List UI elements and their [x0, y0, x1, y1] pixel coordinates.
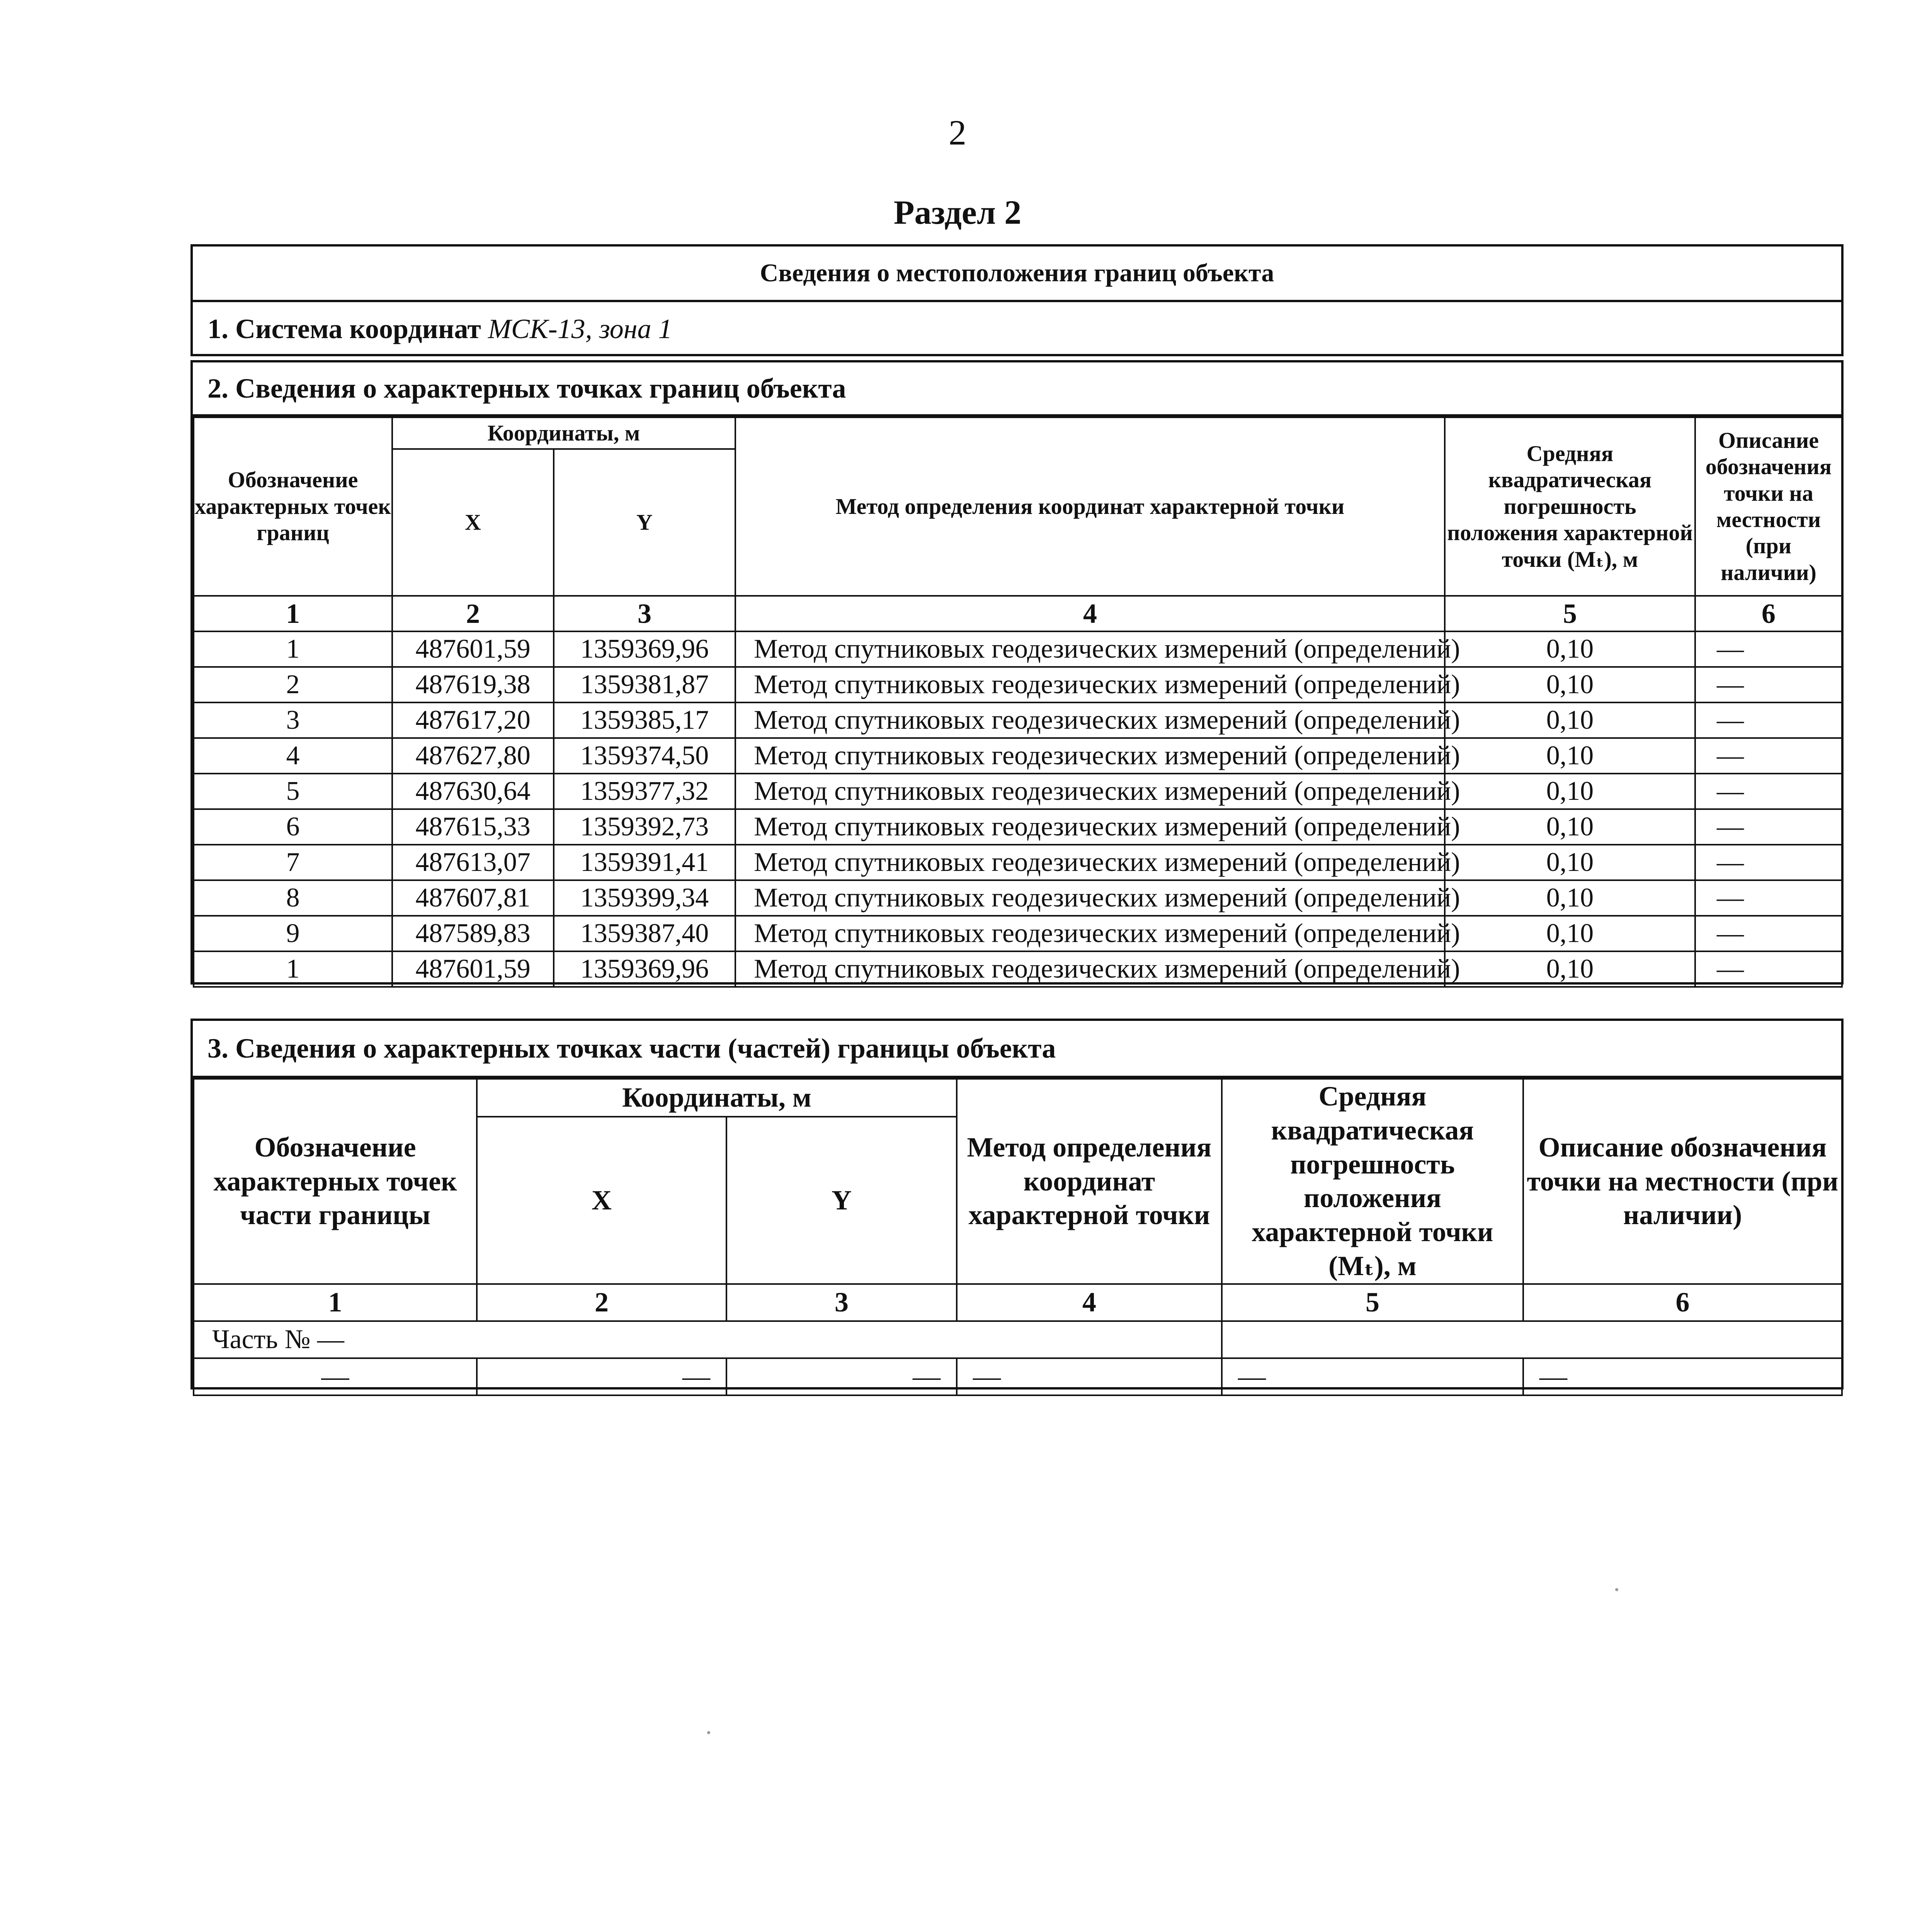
cell-description: —: [1695, 916, 1842, 951]
cell-point-number: 3: [194, 702, 392, 738]
cell-error: 0,10: [1445, 738, 1695, 774]
column-number: 2: [392, 596, 554, 631]
cell-method: Метод спутниковых геодезических измерений (определений): [735, 880, 1445, 916]
cell-point-number: 6: [194, 809, 392, 845]
cell-point-number: 2: [194, 667, 392, 702]
cell-point-number: 4: [194, 738, 392, 774]
cell-method: Метод спутниковых геодезических измерений (определений): [735, 809, 1445, 845]
cell-point-number: 9: [194, 916, 392, 951]
header-x: X: [392, 449, 554, 596]
table-row: [194, 845, 1842, 880]
cell-y: 1359391,41: [554, 845, 735, 880]
column-number: 4: [957, 1284, 1222, 1321]
cell-error: 0,10: [1445, 916, 1695, 951]
header-designation: Обозначение характерных точек границ: [194, 417, 392, 596]
part-points-table: [193, 1078, 1843, 1396]
cell-y: 1359377,32: [554, 774, 735, 809]
cell-x: 487607,81: [392, 880, 554, 916]
table-row: [194, 667, 1842, 702]
cell-x: 487627,80: [392, 738, 554, 774]
cell-point-number: 1: [194, 951, 392, 987]
column-number: 3: [554, 596, 735, 631]
cell-description: —: [1695, 631, 1842, 667]
cell-error: 0,10: [1445, 809, 1695, 845]
coordinate-system-line: [193, 302, 1841, 355]
table-row: [194, 738, 1842, 774]
column-number: 1: [194, 1284, 477, 1321]
header-coordinates: Координаты, м: [477, 1079, 957, 1117]
cell-description: —: [1523, 1358, 1842, 1395]
table-row: [194, 631, 1842, 667]
cell-description: —: [1695, 774, 1842, 809]
coordinate-system-label: 1. Система координат: [207, 313, 481, 344]
column-number: 5: [1445, 596, 1695, 631]
cell-y: 1359381,87: [554, 667, 735, 702]
table-row: [194, 1358, 1842, 1395]
cell-method: Метод спутниковых геодезических измерений (определений): [735, 845, 1445, 880]
cell-y: 1359392,73: [554, 809, 735, 845]
cell-x: 487617,20: [392, 702, 554, 738]
cell-y: 1359399,34: [554, 880, 735, 916]
cell-method: Метод спутниковых геодезических измерений (определений): [735, 667, 1445, 702]
column-number: 6: [1695, 596, 1842, 631]
boundary-info-header: Сведения о местоположения границ объекта: [193, 247, 1841, 302]
cell-description: —: [1695, 880, 1842, 916]
cell-y: 1359387,40: [554, 916, 735, 951]
header-y: Y: [726, 1117, 957, 1284]
part-number-label: Часть № —: [194, 1321, 1222, 1358]
part-points-title: 3. Сведения о характерных точках части (частей) границы объекта: [193, 1021, 1841, 1078]
header-x: X: [477, 1117, 726, 1284]
coordinate-system-value: МСК-13, зона 1: [488, 313, 672, 344]
table-row: [194, 702, 1842, 738]
section-title: Раздел 2: [893, 194, 1022, 231]
header-description: Описание обозначения точки на местности (при наличии): [1695, 417, 1842, 596]
table-row: [194, 880, 1842, 916]
cell-point-number: 8: [194, 880, 392, 916]
column-number: 1: [194, 596, 392, 631]
cell-point-number: 1: [194, 631, 392, 667]
boundary-points-table: [193, 417, 1843, 988]
cell-x: 487615,33: [392, 809, 554, 845]
column-number: 2: [477, 1284, 726, 1321]
page-number: 2: [949, 113, 966, 152]
cell-method: —: [957, 1358, 1222, 1395]
header-designation: Обозначение характерных точек части границы: [194, 1079, 477, 1284]
column-number: 3: [726, 1284, 957, 1321]
table-row: [194, 809, 1842, 845]
scan-speck: [1615, 1588, 1618, 1591]
cell-error: 0,10: [1445, 880, 1695, 916]
cell-designation: —: [194, 1358, 477, 1395]
cell-y: —: [726, 1358, 957, 1395]
cell-x: 487630,64: [392, 774, 554, 809]
header-coordinates: Координаты, м: [392, 417, 735, 449]
cell-y: 1359385,17: [554, 702, 735, 738]
cell-x: 487613,07: [392, 845, 554, 880]
cell-description: —: [1695, 845, 1842, 880]
table-row: [194, 951, 1842, 987]
cell-y: 1359374,50: [554, 738, 735, 774]
header-y: Y: [554, 449, 735, 596]
cell-x: —: [477, 1358, 726, 1395]
table-row: [194, 774, 1842, 809]
header-description: Описание обозначения точки на местности (при наличии): [1523, 1079, 1842, 1284]
cell-method: Метод спутниковых геодезических измерений (определений): [735, 738, 1445, 774]
cell-description: —: [1695, 738, 1842, 774]
column-number: 5: [1222, 1284, 1523, 1321]
boundary-points-title: 2. Сведения о характерных точках границ объекта: [193, 362, 1841, 417]
table-row: [194, 916, 1842, 951]
boundary-points-block: [190, 360, 1844, 985]
cell-point-number: 7: [194, 845, 392, 880]
cell-error: 0,10: [1445, 702, 1695, 738]
cell-description: —: [1695, 702, 1842, 738]
scan-speck: [707, 1731, 710, 1734]
cell-error: 0,10: [1445, 631, 1695, 667]
cell-method: Метод спутниковых геодезических измерений (определений): [735, 631, 1445, 667]
cell-error: —: [1222, 1358, 1523, 1395]
header-error: Средняя квадратическая погрешность положения характерной точки (Mₜ), м: [1222, 1079, 1523, 1284]
boundary-info-block: [190, 244, 1844, 356]
cell-error: 0,10: [1445, 667, 1695, 702]
column-number: 6: [1523, 1284, 1842, 1321]
cell-error: 0,10: [1445, 951, 1695, 987]
cell-x: 487619,38: [392, 667, 554, 702]
cell-x: 487601,59: [392, 951, 554, 987]
cell-description: —: [1695, 809, 1842, 845]
cell-method: Метод спутниковых геодезических измерений (определений): [735, 916, 1445, 951]
cell-x: 487601,59: [392, 631, 554, 667]
cell-y: 1359369,96: [554, 951, 735, 987]
cell-y: 1359369,96: [554, 631, 735, 667]
cell-method: Метод спутниковых геодезических измерений (определений): [735, 702, 1445, 738]
cell-method: Метод спутниковых геодезических измерений (определений): [735, 951, 1445, 987]
header-method: Метод определения координат характерной точки: [957, 1079, 1222, 1284]
cell-method: Метод спутниковых геодезических измерений (определений): [735, 774, 1445, 809]
cell-description: —: [1695, 667, 1842, 702]
cell-error: 0,10: [1445, 845, 1695, 880]
cell-point-number: 5: [194, 774, 392, 809]
part-points-block: [190, 1019, 1844, 1392]
part-number-blank: [1222, 1321, 1842, 1358]
header-method: Метод определения координат характерной точки: [735, 417, 1445, 596]
cell-x: 487589,83: [392, 916, 554, 951]
cell-description: —: [1695, 951, 1842, 987]
header-error: Средняя квадратическая погрешность положения характерной точки (Mₜ), м: [1445, 417, 1695, 596]
cell-error: 0,10: [1445, 774, 1695, 809]
column-number: 4: [735, 596, 1445, 631]
